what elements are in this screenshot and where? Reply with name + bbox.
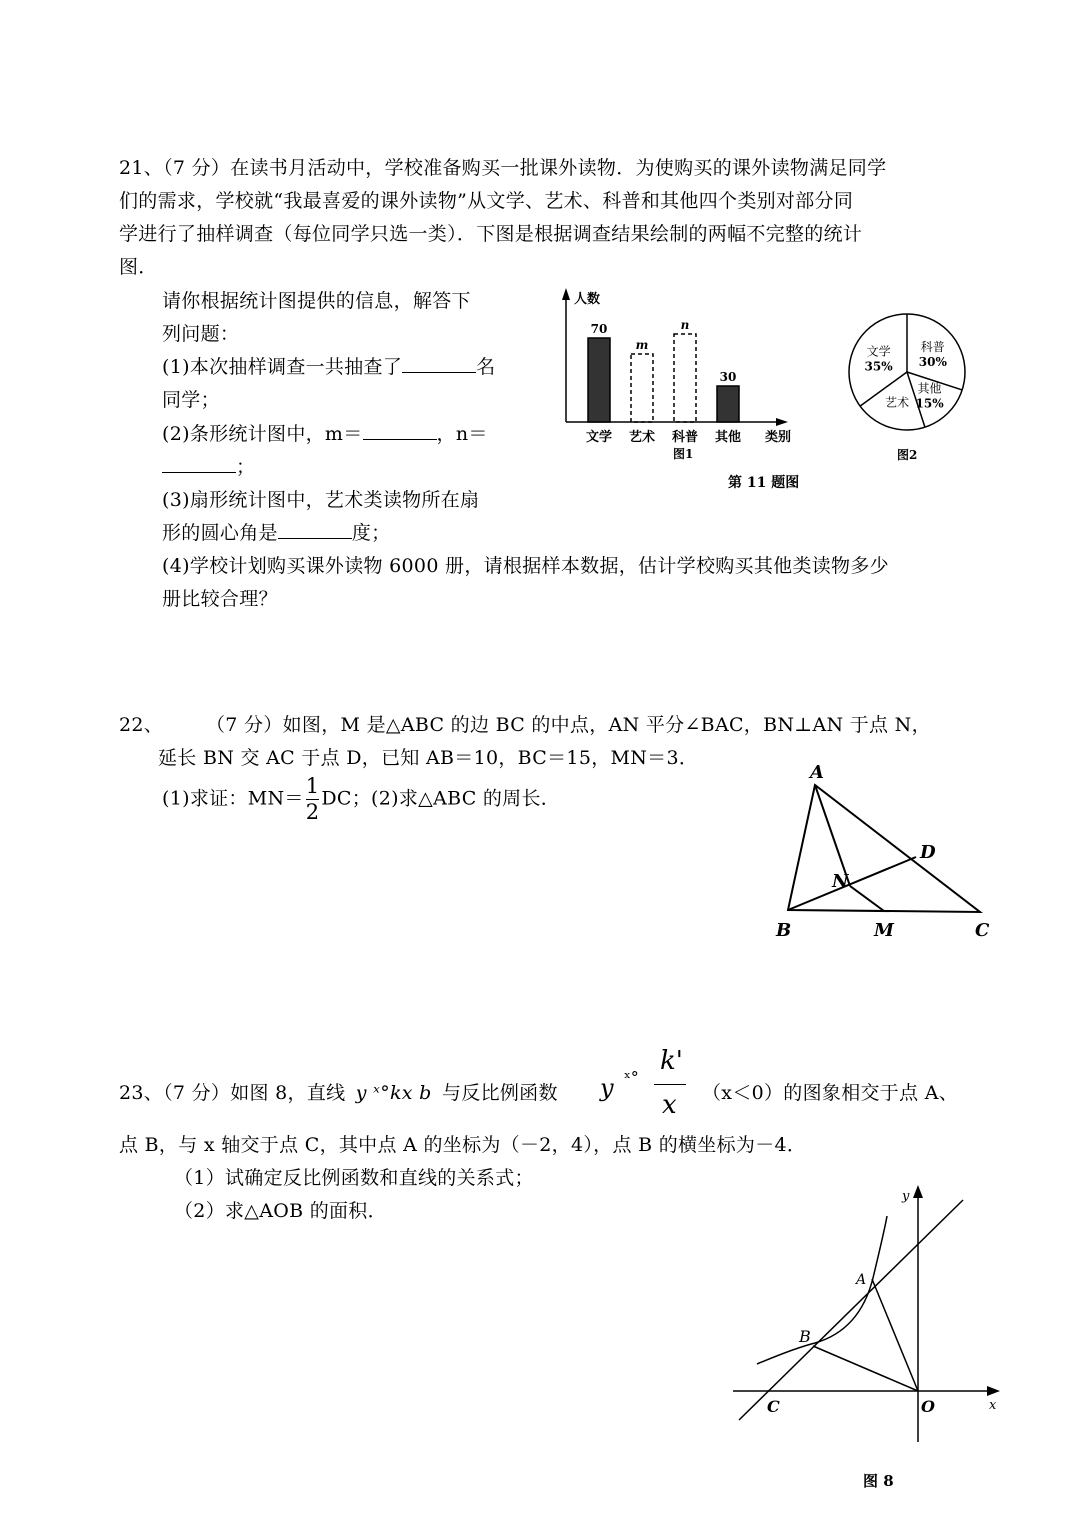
eq2-fraction-bar	[654, 1084, 686, 1085]
answer-blank-angle[interactable]	[278, 520, 352, 539]
q23-part-1: （1）试确定反比例函数和直线的关系式；	[174, 1167, 534, 1189]
q21-p2-end: ；	[236, 456, 256, 478]
q21-line-3: 学进行了抽样调查（每位同学只选一类）．下图是根据调查结果绘制的两幅不完整的统计	[119, 223, 863, 245]
bar-chart	[548, 282, 818, 492]
bar-value-label-3: 30	[719, 370, 737, 384]
bar-value-label-1: m	[635, 338, 649, 352]
pie-value-2: 15%	[915, 396, 944, 411]
x-axis-label: 类别	[765, 430, 792, 445]
q23-line-1	[119, 1078, 558, 1105]
pie-label-0: 文学	[866, 344, 891, 359]
q21-p2-mid: ，n＝	[436, 423, 488, 445]
label-a: A	[856, 1272, 867, 1288]
q21-part-2-cont	[162, 452, 255, 479]
label-n: N	[832, 871, 849, 892]
q21-intro-2: 列问题：	[162, 323, 240, 345]
pie-label-1: 科普	[920, 340, 945, 355]
bar-1	[631, 354, 653, 422]
label-y: y	[902, 1189, 910, 1204]
triangle-abc	[788, 785, 980, 912]
category-tick-label-1: 艺术	[628, 430, 656, 445]
x-axis-arrow	[987, 1386, 1000, 1396]
bar-value-label-2: n	[680, 318, 690, 332]
q23-text-c: （x＜0）的图象相交于点 A、	[702, 1082, 959, 1104]
q22-line-1: （7 分）如图，M 是△ABC 的边 BC 的中点，AN 平分∠BAC，BN⊥AN 于点 N，	[206, 714, 931, 736]
q21-line-1: 21、（7 分）在读书月活动中，学校准备购买一批课外读物．为使购买的课外读物满足同学	[119, 157, 887, 179]
answer-blank-1[interactable]	[402, 354, 476, 373]
q22-parts	[162, 776, 560, 823]
bar-3	[717, 386, 739, 422]
q21-p3-text: 形的圆心角是	[162, 522, 278, 544]
q21-part-4-cont: 册比较合理？	[162, 588, 278, 610]
fraction-one-half	[306, 776, 320, 823]
q21-part-1-cont: 同学；	[162, 389, 220, 411]
q21-part-2	[162, 419, 488, 446]
eq2-y: y	[600, 1074, 614, 1102]
y-axis-arrow	[913, 1185, 923, 1198]
figure-title: 第 11 题图	[728, 475, 800, 491]
category-tick-label-2: 科普	[671, 430, 699, 445]
inverse-function-equation	[600, 1046, 700, 1126]
q21-p3-end: 度；	[351, 522, 391, 544]
frac-numerator: 1	[305, 774, 320, 798]
pie-chart	[840, 300, 975, 470]
q21-line-4: 图．	[119, 256, 158, 278]
q21-part-4: (4)学校计划购买课外读物 6000 册，请根据样本数据，估计学校购买其他类读物多少	[162, 555, 889, 577]
line-equation: y ˣ°kx b	[355, 1082, 432, 1104]
y-axis-arrow	[562, 288, 570, 300]
category-tick-label-3: 其他	[714, 430, 742, 445]
q22-p1-rest: DC；(2)求△ABC 的周长．	[321, 787, 561, 810]
label-b: B	[799, 1327, 811, 1346]
bar-2	[674, 334, 696, 422]
q22-number: 22、	[119, 714, 164, 736]
q21-part-3: (3)扇形统计图中，艺术类读物所在扇	[162, 489, 480, 511]
label-c: C	[767, 1397, 780, 1416]
bar-0	[588, 338, 610, 422]
label-b: B	[776, 920, 792, 941]
triangle-figure	[770, 760, 1000, 945]
straight-line	[739, 1200, 963, 1420]
q23-text-a: 23、（7 分）如图 8，直线	[119, 1082, 346, 1104]
q23-part-2: （2）求△AOB 的面积．	[174, 1200, 387, 1222]
label-o: O	[921, 1397, 935, 1416]
bar-chart-caption: 图1	[673, 447, 694, 461]
label-x: x	[989, 1398, 997, 1413]
pie-value-1: 30%	[918, 355, 947, 370]
pie-label-2: 其他	[917, 381, 942, 396]
coordinate-figure	[725, 1180, 1010, 1500]
figure-8-caption: 图 8	[863, 1472, 894, 1490]
pie-label-3: 艺术	[885, 395, 910, 410]
q22-p1-text: (1)求证：MN＝	[162, 787, 304, 810]
eq2-denominator: x	[662, 1090, 677, 1120]
answer-blank-n[interactable]	[162, 454, 236, 473]
answer-blank-m[interactable]	[363, 421, 437, 440]
label-c: C	[975, 920, 990, 941]
q21-p2-text: (2)条形统计图中，m＝	[162, 423, 363, 445]
label-d: D	[920, 842, 936, 863]
segment-nm	[850, 886, 884, 911]
q23-text-b: 与反比例函数	[441, 1082, 558, 1104]
q21-line-2: 们的需求，学校就“我最喜爱的课外读物”从文学、艺术、科普和其他四个类别对部分同	[119, 190, 854, 212]
q21-part-3-cont	[162, 518, 390, 545]
pie-value-0: 35%	[864, 359, 893, 374]
eq2-numerator: k'	[660, 1046, 683, 1076]
label-m: M	[874, 920, 894, 941]
frac-denominator: 2	[305, 800, 320, 824]
q21-part-1	[162, 352, 495, 379]
hyperbola-curve	[757, 1216, 887, 1364]
bar-value-label-0: 70	[590, 322, 608, 336]
q21-p1-text: (1)本次抽样调查一共抽查了	[162, 356, 403, 378]
x-axis-arrow	[776, 418, 788, 426]
q21-intro-1: 请你根据统计图提供的信息，解答下	[162, 290, 471, 312]
q22-line-2: 延长 BN 交 AC 于点 D，已知 AB＝10，BC＝15，MN＝3．	[158, 747, 699, 769]
eq2-symbol: ˣ°	[624, 1068, 639, 1087]
y-axis-label: 人数	[574, 292, 601, 307]
q21-p1-unit: 名	[476, 356, 496, 378]
label-a: A	[810, 762, 824, 783]
pie-chart-caption: 图2	[897, 448, 918, 462]
category-tick-label-0: 文学	[585, 430, 613, 445]
q23-line-2: 点 B，与 x 轴交于点 C，其中点 A 的坐标为（－2，4），点 B 的横坐标为－4．	[119, 1134, 807, 1156]
segment-bd	[788, 857, 916, 910]
